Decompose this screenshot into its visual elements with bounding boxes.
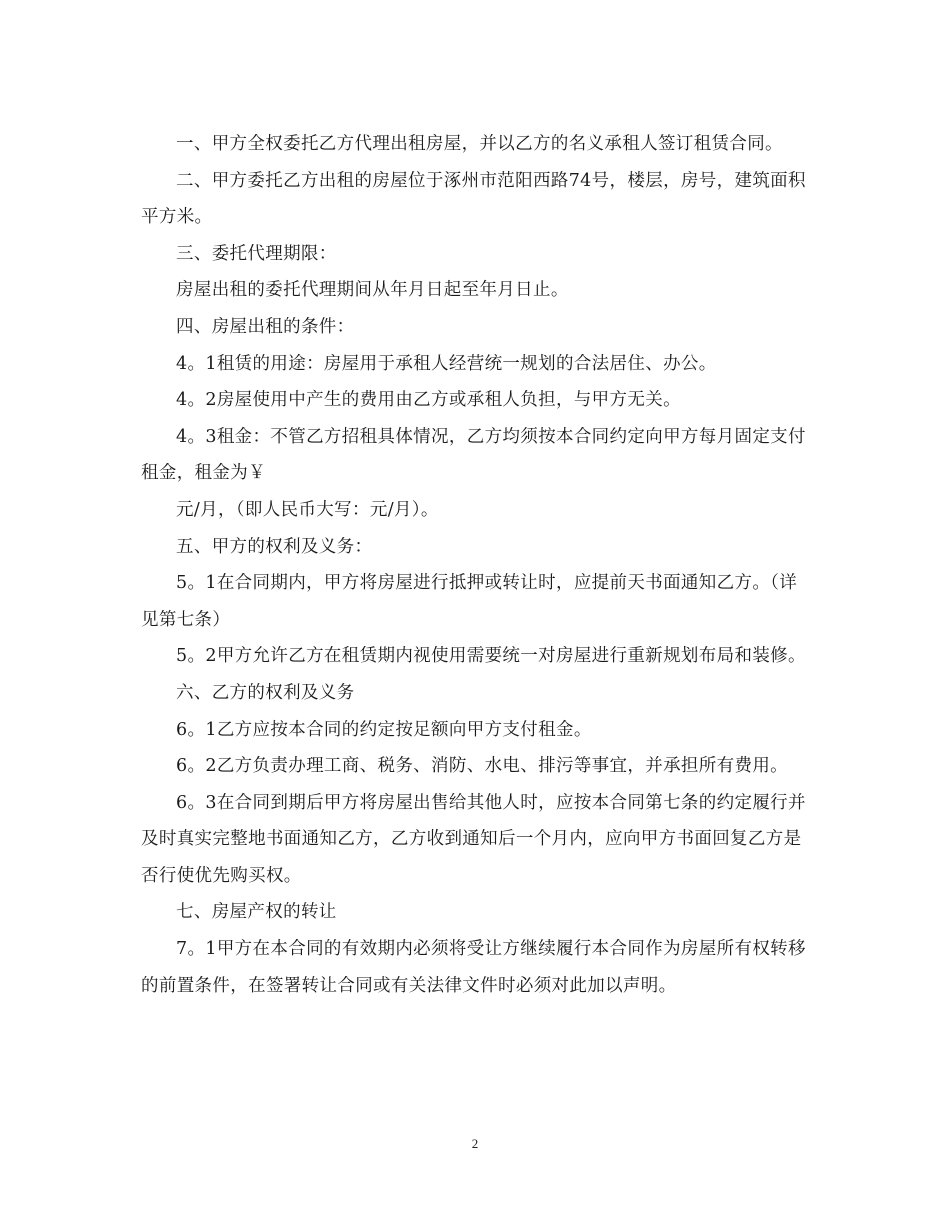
clause-6-2-paragraph: 6。2乙方负责办理工商、税务、消防、水电、排污等事宜，并承担所有费用。 bbox=[176, 756, 789, 777]
clause-3-heading: 三、委托代理期限： bbox=[176, 243, 337, 264]
clause-2-paragraph: 二、甲方委托乙方出租的房屋位于涿州市范阳西路74号，楼层，房号，建筑面积平方米。 bbox=[141, 170, 806, 228]
clause-5-heading: 五、甲方的权利及义务： bbox=[176, 536, 373, 557]
clause-1-paragraph: 一、甲方全权委托乙方代理出租房屋，并以乙方的名义承租人签订租赁合同。 bbox=[176, 134, 783, 154]
clause-7-1-paragraph: 7。1甲方在本合同的有效期内必须将受让方继续履行本合同作为房屋所有权转移的前置条件，在签署转让合同或有关法律文件时必须对此加以声明。 bbox=[141, 939, 806, 996]
agency-period-paragraph: 房屋出租的委托代理期间从年月日起至年月日止。 bbox=[176, 280, 569, 301]
clause-6-3-paragraph: 6。3在合同到期后甲方将房屋出售给其他人时，应按本合同第七条的约定履行并及时真实完整地书面通知乙方，乙方收到通知后一个月内，应向甲方书面回复乙方是否行使优先购买权。 bbox=[141, 792, 806, 886]
clause-4-3-paragraph: 4。3租金：不管乙方招租具体情况，乙方均须按本合同约定向甲方每月固定支付租金，租金为￥ bbox=[141, 426, 806, 484]
page-number: 2 bbox=[471, 1136, 479, 1151]
clause-6-1-paragraph: 6。1乙方应按本合同的约定按足额向甲方支付租金。 bbox=[176, 719, 592, 740]
clause-4-heading: 四、房屋出租的条件： bbox=[176, 316, 355, 337]
clause-5-2-paragraph: 5。2甲方允许乙方在租赁期内视使用需要统一对房屋进行重新规划布局和装修。 bbox=[176, 646, 806, 667]
clause-6-heading: 六、乙方的权利及义务 bbox=[176, 682, 355, 703]
clause-4-2-paragraph: 4。2房屋使用中产生的费用由乙方或承租人负担，与甲方无关。 bbox=[176, 390, 681, 411]
clause-7-heading: 七、房屋产权的转让 bbox=[176, 902, 337, 923]
document-body bbox=[141, 126, 811, 1004]
rent-amount-paragraph: 元/月，（即人民币大写：元/月）。 bbox=[176, 499, 439, 520]
clause-5-1-paragraph: 5。1在合同期内，甲方将房屋进行抵押或转让时，应提前天书面通知乙方。（详见第七条） bbox=[141, 573, 798, 630]
clause-4-1-paragraph: 4。1租赁的用途：房屋用于承租人经营统一规划的合法居住、办公。 bbox=[176, 353, 717, 374]
